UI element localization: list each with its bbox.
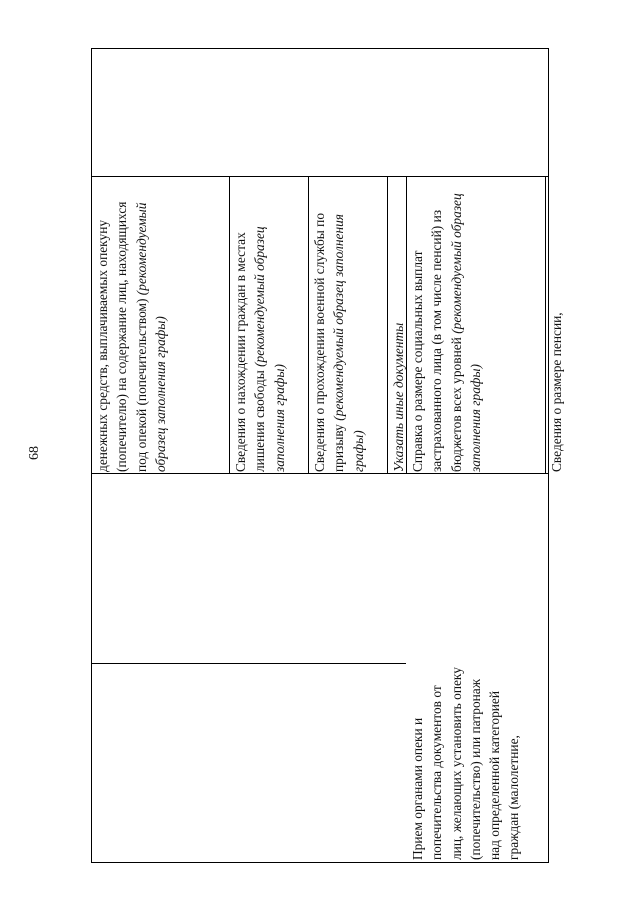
doc-text-6: Сведения о размере пенсии, xyxy=(549,312,564,472)
doc-text-1: денежных средств, выплачиваемых опекуну (попечителю) на содержание лиц, находящихся под опекой (попечительством) (рекомендуемый образец заполнения графы) xyxy=(95,201,168,472)
doc-sep-3 xyxy=(387,176,388,473)
doc-text-5: Справка о размере социальных выплат застрахованного лица (в том числе пенсий) из бюджетов всех уровней (рекомендуемый образец заполнения графы) xyxy=(410,193,483,472)
doc-sep-5 xyxy=(545,176,546,473)
page-number: 68 xyxy=(27,446,42,460)
service-name-text: Прием органами опеки и попечительства документов от лиц, желающих установить опеку (попечительство) или патронаж над определенной категорией граждан (малолетние, xyxy=(410,667,522,860)
doc-sep-2 xyxy=(308,176,309,473)
doc-text-4: Указать иные документы xyxy=(391,322,406,472)
row-line-lower xyxy=(91,663,406,664)
doc-text-3: Сведения о прохождении военной службы по призыву (рекомендуемый образец заполнения графы) xyxy=(312,212,366,472)
row-line-top xyxy=(91,176,549,177)
row-line-mid xyxy=(91,473,549,474)
doc-sep-1 xyxy=(229,176,230,473)
doc-text-2: Сведения о нахождении граждан в местах лишения свободы (рекомендуемый образец заполнения графы) xyxy=(233,226,287,472)
